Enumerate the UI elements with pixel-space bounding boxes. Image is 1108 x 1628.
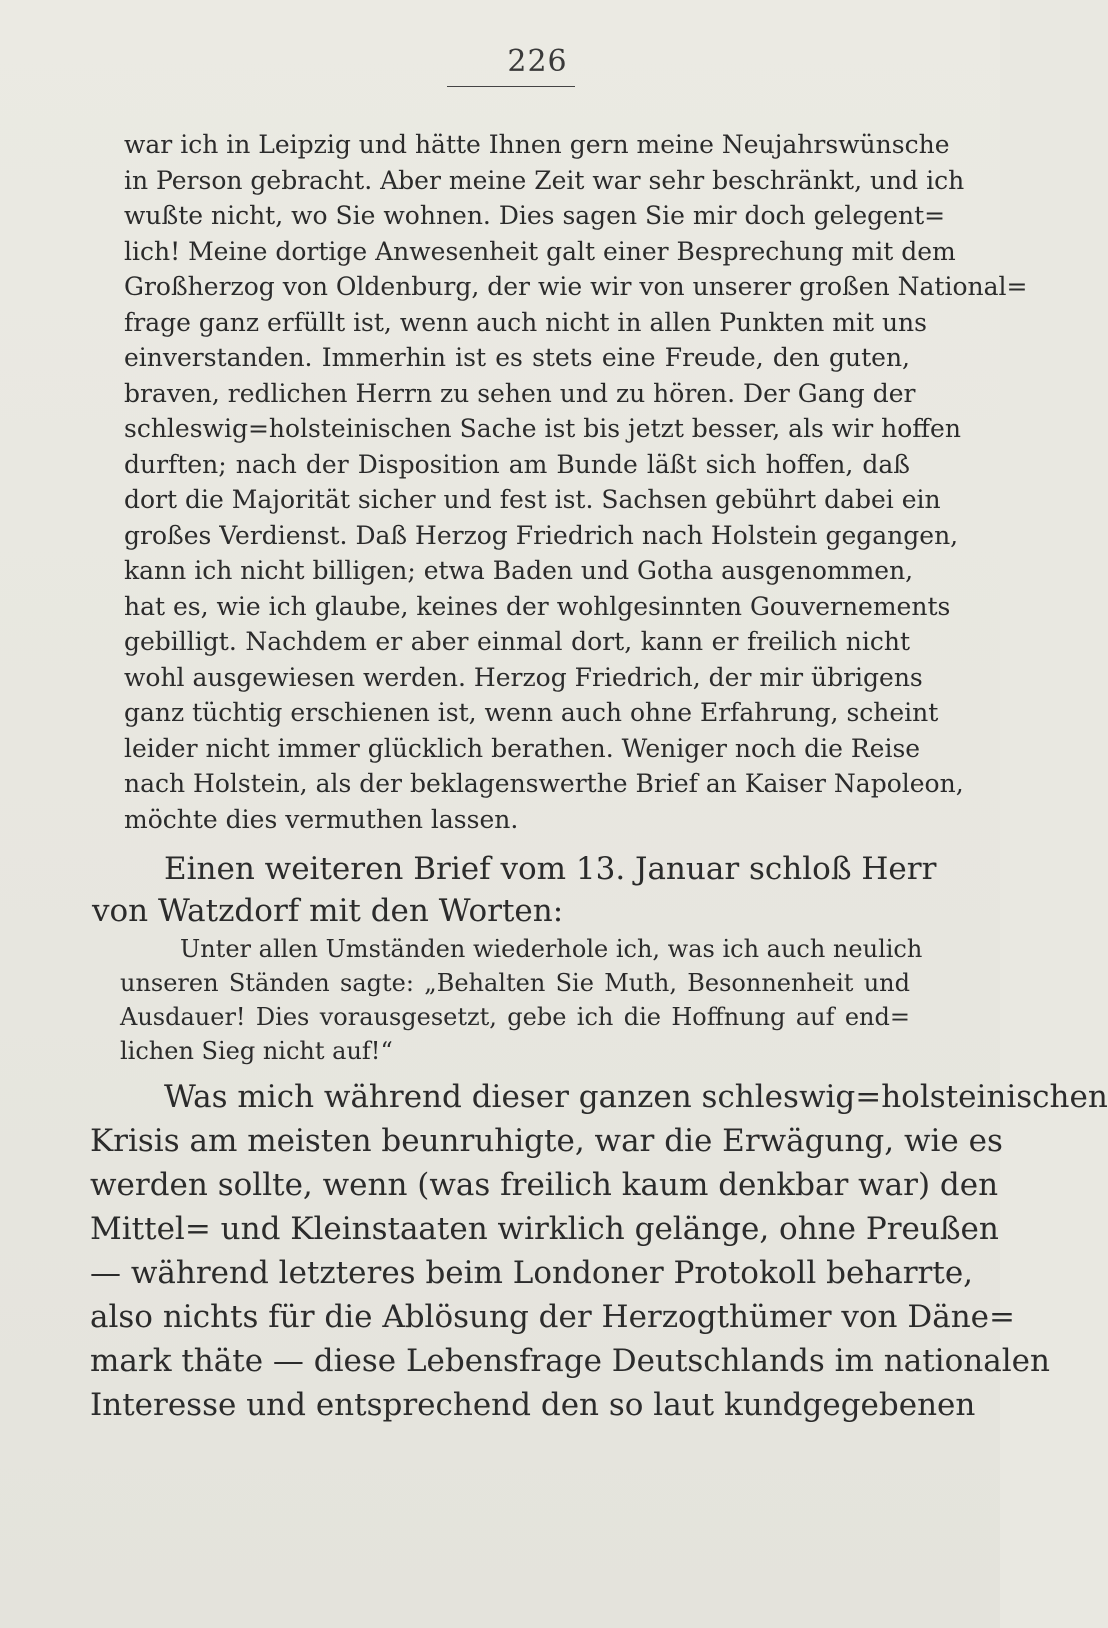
text-line: nach Holstein, als der beklagenswerthe Brief an Kaiser Napoleon, (124, 769, 964, 798)
text-line: Unter allen Umständen wiederhole ich, was ich auch neulich (180, 935, 923, 963)
text-line: Mittel= und Kleinstaaten wirklich gelänge, ohne Preußen (90, 1211, 999, 1247)
text-line: hat es, wie ich glaube, keines der wohlgesinnten Gouvernements (124, 591, 951, 621)
text-line: dort die Majorität sicher und fest ist. Sachsen gebührt dabei ein (124, 485, 941, 514)
text-line: in Person gebracht. Aber meine Zeit war sehr beschränkt, und ich (124, 165, 965, 195)
text-line: Was mich während dieser ganzen schleswig=holsteinischen (164, 1079, 1108, 1115)
text-line: gebilligt. Nachdem er aber einmal dort, kann er freilich nicht (124, 627, 910, 656)
text-line: leider nicht immer glücklich berathen. Weniger noch die Reise (124, 733, 921, 763)
text-line: kann ich nicht billigen; etwa Baden und Gotha ausgenommen, (124, 556, 914, 585)
intro-paragraph (92, 848, 937, 932)
text-line: durften; nach der Disposition am Bunde läßt sich hoffen, daß (124, 449, 910, 479)
text-line: Großherzog von Oldenburg, der wie wir von unserer großen National= (124, 272, 1028, 301)
main-paragraph (90, 1075, 1108, 1427)
text-line: mark thäte — diese Lebensfrage Deutschlands im nationalen (90, 1343, 1050, 1379)
text-line: möchte dies vermuthen lassen. (124, 804, 519, 834)
header-rule (447, 86, 575, 87)
text-line: von Watzdorf mit den Worten: (92, 893, 564, 929)
text-line: lichen Sieg nicht auf!“ (120, 1037, 393, 1065)
text-line: Einen weiteren Brief vom 13. Januar schloß Herr (164, 851, 937, 887)
text-line: schleswig=holsteinischen Sache ist bis jetzt besser, als wir hoffen (124, 414, 961, 443)
text-line: ganz tüchtig erschienen ist, wenn auch ohne Erfahrung, scheint (124, 698, 939, 727)
text-line: werden sollte, wenn (was freilich kaum denkbar war) den (90, 1167, 999, 1203)
text-line: wohl ausgewiesen werden. Herzog Friedrich, der mir übrigens (124, 662, 923, 692)
bottom-margin (0, 1480, 1000, 1628)
text-line: braven, redlichen Herrn zu sehen und zu hören. Der Gang der (124, 378, 916, 408)
text-line: einverstanden. Immerhin ist es stets eine Freude, den guten, (124, 343, 910, 372)
text-line: Krisis am meisten beunruhigte, war die Erwägung, wie es (90, 1123, 1003, 1159)
page-number: 226 (507, 44, 568, 79)
text-line: Interesse und entsprechend den so laut kundgegebenen (90, 1387, 976, 1423)
text-line: — während letzteres beim Londoner Protokoll beharrte, (90, 1255, 974, 1291)
letter-paragraph (124, 127, 1028, 837)
text-line: frage ganz erfüllt ist, wenn auch nicht in allen Punkten mit uns (124, 307, 927, 337)
text-line: unseren Ständen sagte: „Behalten Sie Muth, Besonnenheit und (120, 969, 910, 997)
text-line: wußte nicht, wo Sie wohnen. Dies sagen Sie mir doch gelegent= (124, 201, 946, 230)
text-line: also nichts für die Ablösung der Herzogthümer von Däne= (90, 1299, 1015, 1335)
quote-paragraph (120, 932, 923, 1068)
text-line: Ausdauer! Dies vorausgesetzt, gebe ich die Hoffnung auf end= (120, 1003, 910, 1031)
text-line: lich! Meine dortige Anwesenheit galt einer Besprechung mit dem (124, 236, 956, 266)
text-line: war ich in Leipzig und hätte Ihnen gern meine Neujahrswünsche (124, 130, 950, 159)
text-line: großes Verdienst. Daß Herzog Friedrich nach Holstein gegangen, (124, 520, 959, 550)
